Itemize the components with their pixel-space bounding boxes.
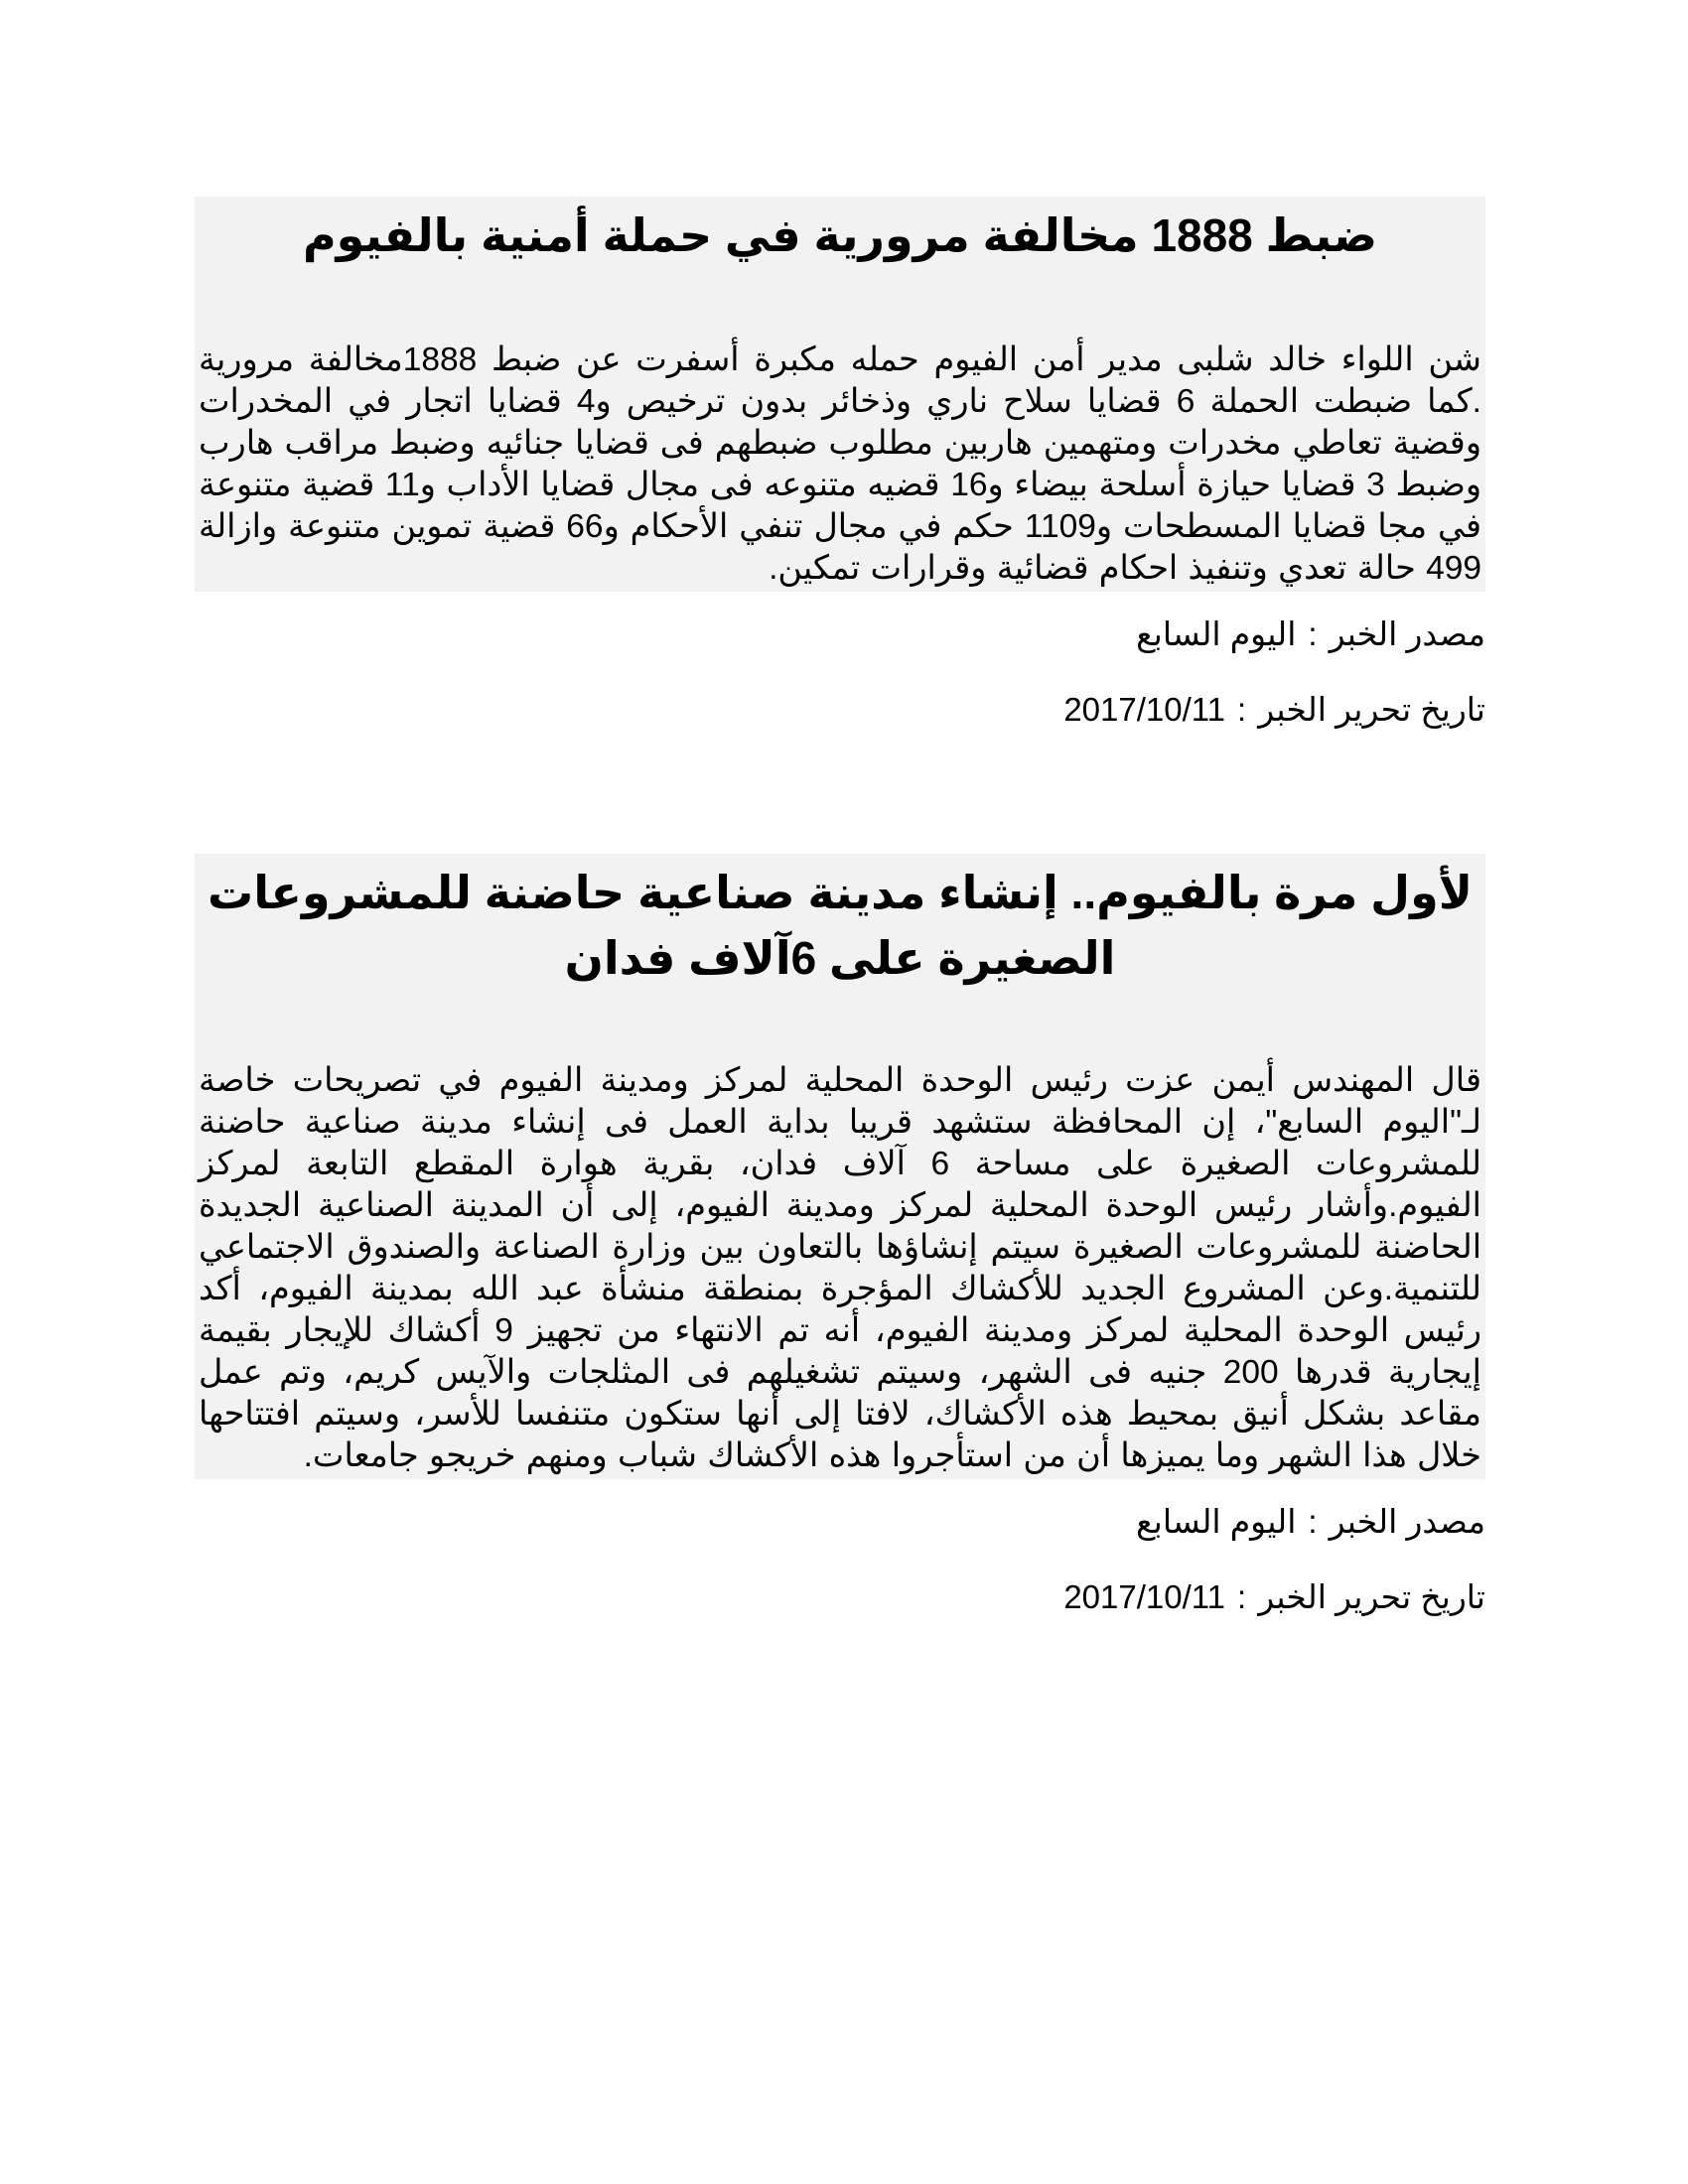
article-1-source-separator: : — [1308, 615, 1318, 652]
article-2-source-separator: : — [1308, 1503, 1318, 1540]
article-2-date-value: 2017/10/11 — [1063, 1578, 1226, 1615]
article-2-date-label: تاريخ تحرير الخبر — [1258, 1578, 1485, 1615]
article-1-date-value: 2017/10/11 — [1063, 691, 1226, 728]
article-1-body: شن اللواء خالد شلبى مدير أمن الفيوم حمله مكبرة أسفرت عن ضبط 1888مخالفة مرورية .كما ضبطت الحملة 6 قضايا سلاح ناري وذخائر بدون ترخيص و4 قضايا اتجار في المخدرات وقضية تعاطي مخدرات ومتهمين هاربين مطلوب ضبطهم فى قضايا جنائيه وضبط مراقب هارب وضبط 3 قضايا حيازة أسلحة بيضاء و16 قضيه متنوعه فى مجال قضايا الأداب و11 قضية متنوعة في مجا قضايا المسطحات و1109 حكم في مجال تنفي الأحكام و66 قضية تموين متنوعة وازالة 499 حالة تعدي وتنفيذ احكام قضائية وقرارات تمكين. — [199, 341, 1481, 587]
news-article-1 — [195, 197, 1485, 731]
article-2-source — [195, 1501, 1485, 1543]
article-1-source-value: اليوم السابع — [1136, 615, 1297, 652]
article-1-shaded-block — [195, 197, 1485, 592]
article-2-source-label: مصدر الخبر — [1329, 1503, 1485, 1540]
article-2-date-separator: : — [1237, 1578, 1247, 1615]
article-2-date — [195, 1576, 1485, 1618]
article-2-shaded-block — [195, 854, 1485, 1479]
article-1-date — [195, 689, 1485, 731]
article-1-title: ضبط 1888 مخالفة مرورية في حملة أمنية بالفيوم — [302, 209, 1378, 261]
article-1-source — [195, 614, 1485, 655]
article-2-source-value: اليوم السابع — [1136, 1503, 1297, 1540]
article-2-title: لأول مرة بالفيوم.. إنشاء مدينة صناعية حاضنة للمشروعات الصغيرة على 6آلاف فدان — [208, 867, 1473, 984]
article-2-body: قال المهندس أيمن عزت رئيس الوحدة المحلية لمركز ومدينة الفيوم في تصريحات خاصة لـ"اليوم السابع"، إن المحافظة ستشهد قريبا بداية العمل فى إنشاء مدينة صناعية حاضنة للمشروعات الصغيرة على مساحة 6 آلاف فدان، بقرية هوارة المقطع التابعة لمركز الفيوم.وأشار رئيس الوحدة المحلية لمركز ومدينة الفيوم، إلى أن المدينة الصناعية الجديدة الحاضنة للمشروعات الصغيرة سيتم إنشاؤها بالتعاون بين وزارة الصناعة والصندوق الاجتماعي للتنمية.وعن المشروع الجديد للأكشاك المؤجرة بمنطقة منشأة عبد الله بمدينة الفيوم، أكد رئيس الوحدة المحلية لمركز ومدينة الفيوم، أنه تم الانتهاء من تجهيز 9 أكشاك للإيجار بقيمة إيجارية قدرها 200 جنيه فى الشهر، وسيتم تشغيلهم فى المثلجات والآيس كريم، وتم عمل مقاعد بشكل أنيق بمحيط هذه الأكشاك، لافتا إلى أنها ستكون متنفسا للأسر، وسيتم افتتاحها خلال هذا الشهر وما يميزها أن من استأجروا هذه الأكشاك شباب ومنهم خريجو جامعات. — [199, 1062, 1482, 1474]
article-1-date-separator: : — [1237, 691, 1247, 728]
news-article-2 — [195, 854, 1485, 1618]
article-1-date-label: تاريخ تحرير الخبر — [1258, 691, 1485, 728]
article-1-source-label: مصدر الخبر — [1329, 615, 1485, 652]
